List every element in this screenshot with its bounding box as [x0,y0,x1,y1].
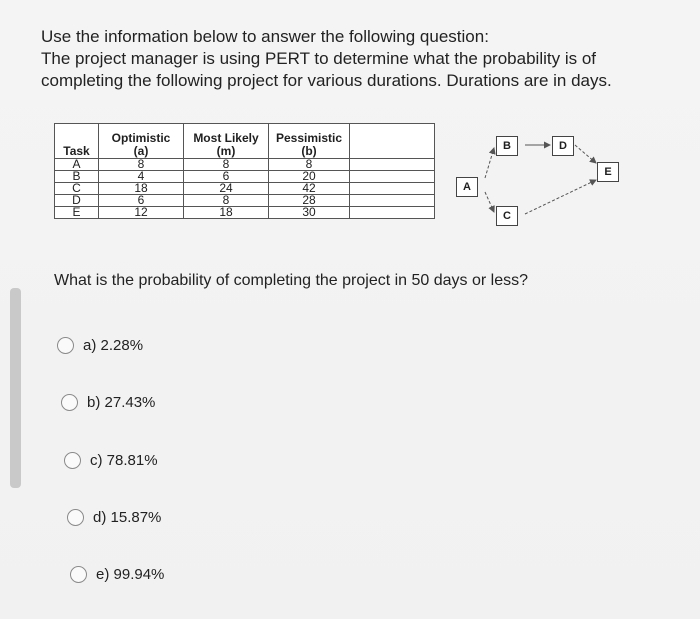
header-most-likely-symbol: (m) [216,144,236,158]
header-optimistic [99,124,184,159]
cell-most-likely: 18 [184,207,269,219]
cell-optimistic: 8 [99,159,184,171]
intro-line-2: The project manager is using PERT to determine what the probability is of [41,49,596,68]
cell-empty [350,159,435,171]
header-optimistic-label: Optimistic [111,131,171,145]
radio-button[interactable] [64,452,81,469]
header-most-likely-label: Most Likely [193,131,259,145]
option-b[interactable] [61,394,155,411]
arrow-a-c [485,192,494,212]
cell-pessimistic: 30 [269,207,350,219]
option-label: a) 2.28% [83,337,144,354]
radio-button[interactable] [67,509,84,526]
cell-most-likely: 8 [184,195,269,207]
node-d: D [552,136,574,156]
cell-task: C [55,183,99,195]
question-text: What is the probability of completing the project in 50 days or less? [54,272,529,289]
cell-empty [350,207,435,219]
radio-button[interactable] [61,394,78,411]
cell-most-likely: 24 [184,183,269,195]
arrow-a-b [485,148,494,178]
option-e[interactable] [70,566,164,583]
arrow-c-e [525,180,596,214]
header-empty [350,124,435,159]
header-optimistic-symbol: (a) [133,144,149,158]
cell-empty [350,171,435,183]
table-row [55,207,435,219]
cell-most-likely: 8 [184,159,269,171]
header-task: Task [55,124,99,159]
table-row [55,159,435,171]
table-row [55,171,435,183]
cell-task: B [55,171,99,183]
cell-pessimistic: 20 [269,171,350,183]
cell-optimistic: 6 [99,195,184,207]
option-label: b) 27.43% [87,394,156,411]
network-arrows [450,130,640,240]
cell-empty [350,195,435,207]
option-label: c) 78.81% [90,452,158,469]
cell-pessimistic: 8 [269,159,350,171]
node-c: C [496,206,518,226]
header-pessimistic-label: Pessimistic [275,131,343,145]
cell-task: A [55,159,99,171]
arrow-d-e [575,145,596,163]
node-b: B [496,136,518,156]
cell-optimistic: 12 [99,207,184,219]
node-a: A [456,177,478,197]
cell-empty [350,183,435,195]
option-a[interactable] [57,337,143,354]
cell-pessimistic: 28 [269,195,350,207]
header-pessimistic [269,124,350,159]
table-row [55,183,435,195]
network-diagram [450,130,640,240]
option-c[interactable] [64,452,158,469]
cell-pessimistic: 42 [269,183,350,195]
cell-most-likely: 6 [184,171,269,183]
option-label: e) 99.94% [96,566,165,583]
node-e: E [597,162,619,182]
cell-optimistic: 4 [99,171,184,183]
table-header-row [55,124,435,159]
radio-button[interactable] [57,337,74,354]
scroll-indicator[interactable] [10,288,21,488]
radio-button[interactable] [70,566,87,583]
header-pessimistic-symbol: (b) [301,144,317,158]
cell-optimistic: 18 [99,183,184,195]
intro-line-1: Use the information below to answer the following question: [41,27,489,46]
table-row [55,195,435,207]
option-label: d) 15.87% [93,509,162,526]
cell-task: E [55,207,99,219]
pert-table [54,123,435,219]
header-most-likely [184,124,269,159]
cell-task: D [55,195,99,207]
intro-line-3: completing the following project for various durations. Durations are in days. [41,71,612,90]
option-d[interactable] [67,509,161,526]
question-intro [41,26,661,92]
